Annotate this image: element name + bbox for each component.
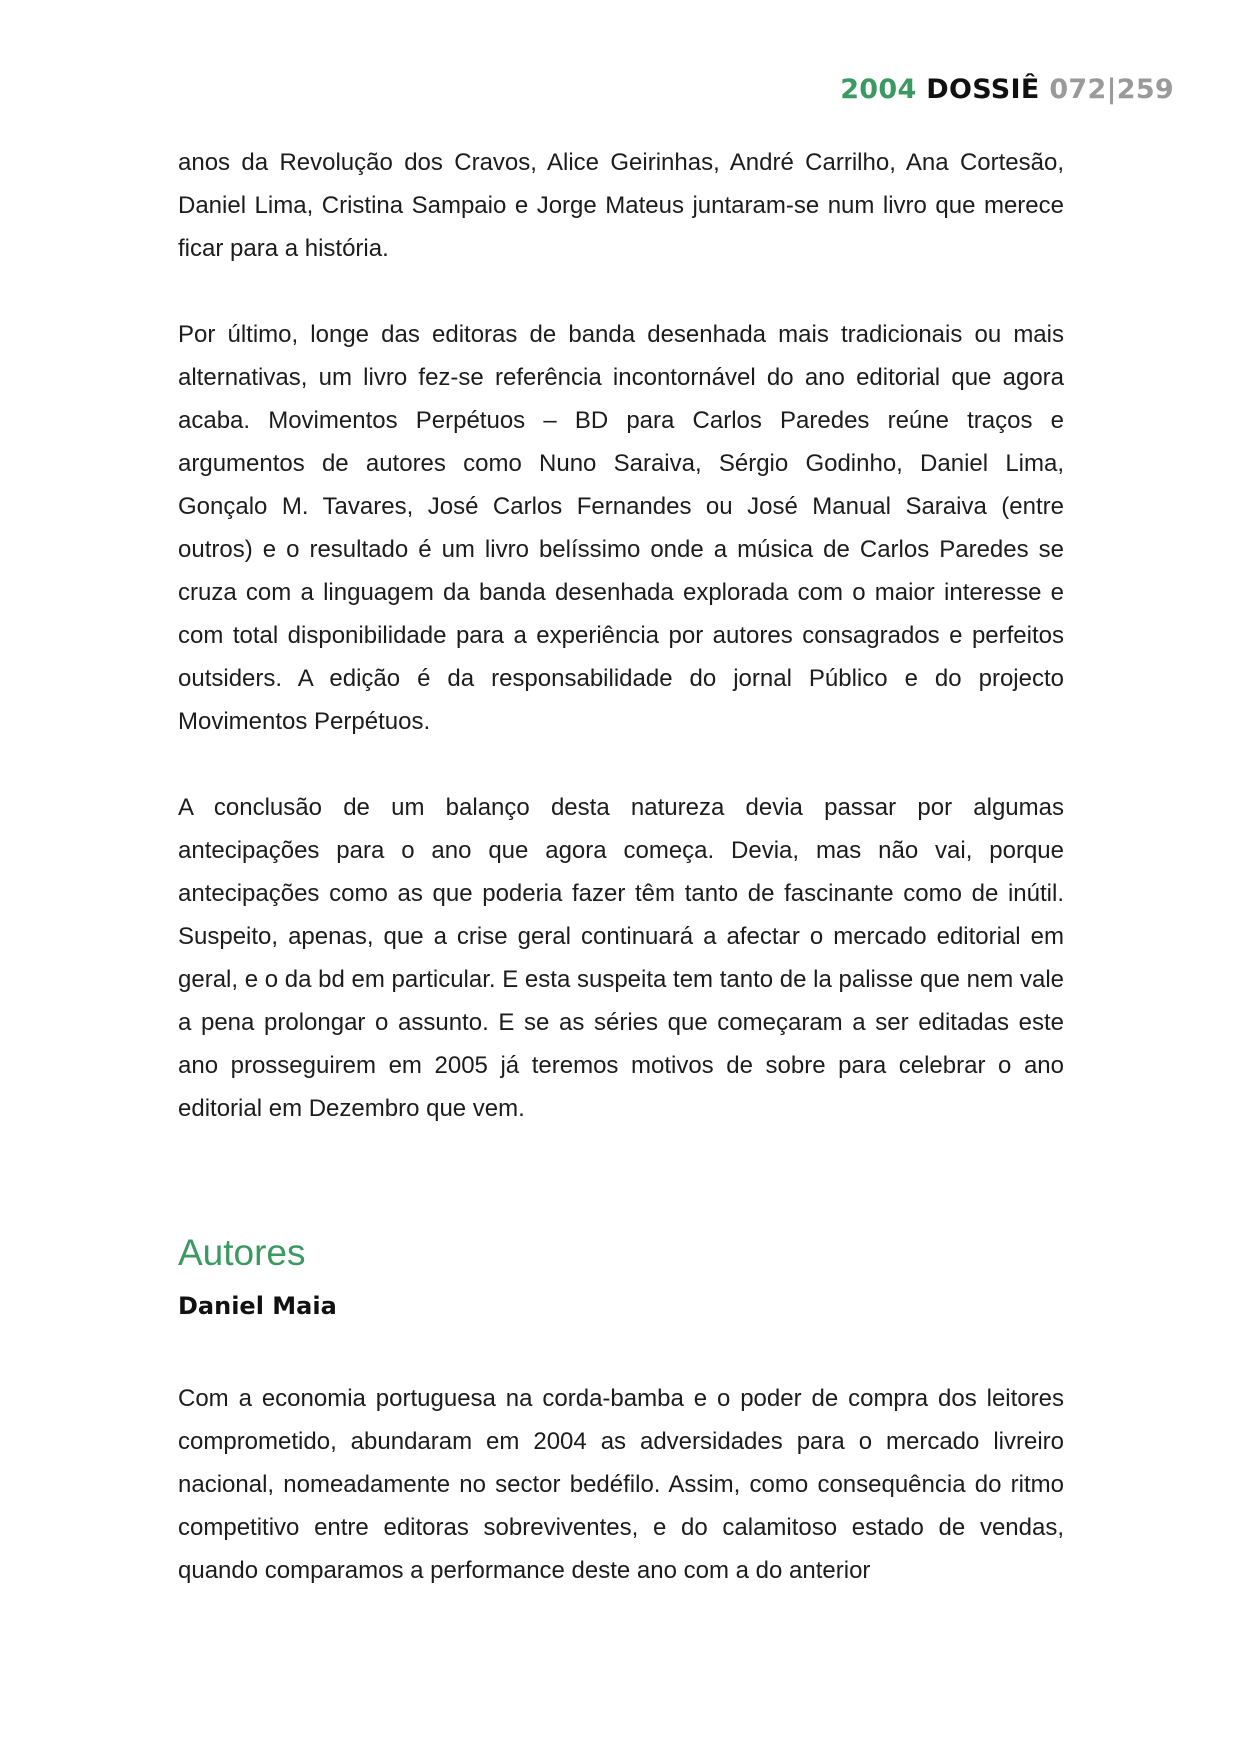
header-page-number: 072|259 bbox=[1049, 74, 1174, 105]
paragraph-1: anos da Revolução dos Cravos, Alice Geirinhas, André Carrilho, Ana Cortesão, Daniel Lima, Cristina Sampaio e Jorge Mateus juntaram-se num livro que merece ficar para a história. bbox=[178, 149, 1064, 262]
header-title: DOSSIÊ bbox=[926, 74, 1040, 105]
paragraph-4: Com a economia portuguesa na corda-bamba e o poder de compra dos leitores comprometido, abundaram em 2004 as adversidades para o mercado livreiro nacional, nomeadamente no sector bedéfilo. Assim, como consequência do ritmo competitivo entre editoras sobreviventes, e do calamitoso estado de vendas, quando comparamos a performance deste ano com a do anterior bbox=[178, 1385, 1064, 1584]
section-heading: Autores bbox=[178, 1232, 306, 1273]
page-header bbox=[840, 74, 1174, 105]
article-body bbox=[178, 141, 1064, 1592]
paragraph-2: Por último, longe das editoras de banda desenhada mais tradicionais ou mais alternativas, um livro fez-se referência incontornável do ano editorial que agora acaba. Movimentos Perpétuos – BD para Carlos Paredes reúne traços e argumentos de autores como Nuno Saraiva, Sérgio Godinho, Daniel Lima, Gonçalo M. Tavares, José Carlos Fernandes ou José Manual Saraiva (entre outros) e o resultado é um livro belíssimo onde a música de Carlos Paredes se cruza com a linguagem da banda desenhada explorada com o maior interesse e com total disponibilidade para a experiência por autores consagrados e perfeitos outsiders. A edição é da responsabilidade do jornal Público e do projecto Movimentos Perpétuos. bbox=[178, 321, 1064, 735]
header-year: 2004 bbox=[840, 74, 917, 105]
paragraph-3: A conclusão de um balanço desta natureza devia passar por algumas antecipações para o ano que agora começa. Devia, mas não vai, porque antecipações como as que poderia fazer têm tanto de fascinante como de inútil. Suspeito, apenas, que a crise geral continuará a afectar o mercado editorial em geral, e o da bd em particular. E esta suspeita tem tanto de la palisse que nem vale a pena prolongar o assunto. E se as séries que começaram a ser editadas este ano prosseguirem em 2005 já teremos motivos de sobre para celebrar o ano editorial em Dezembro que vem. bbox=[178, 794, 1064, 1122]
author-name: Daniel Maia bbox=[178, 1292, 337, 1320]
